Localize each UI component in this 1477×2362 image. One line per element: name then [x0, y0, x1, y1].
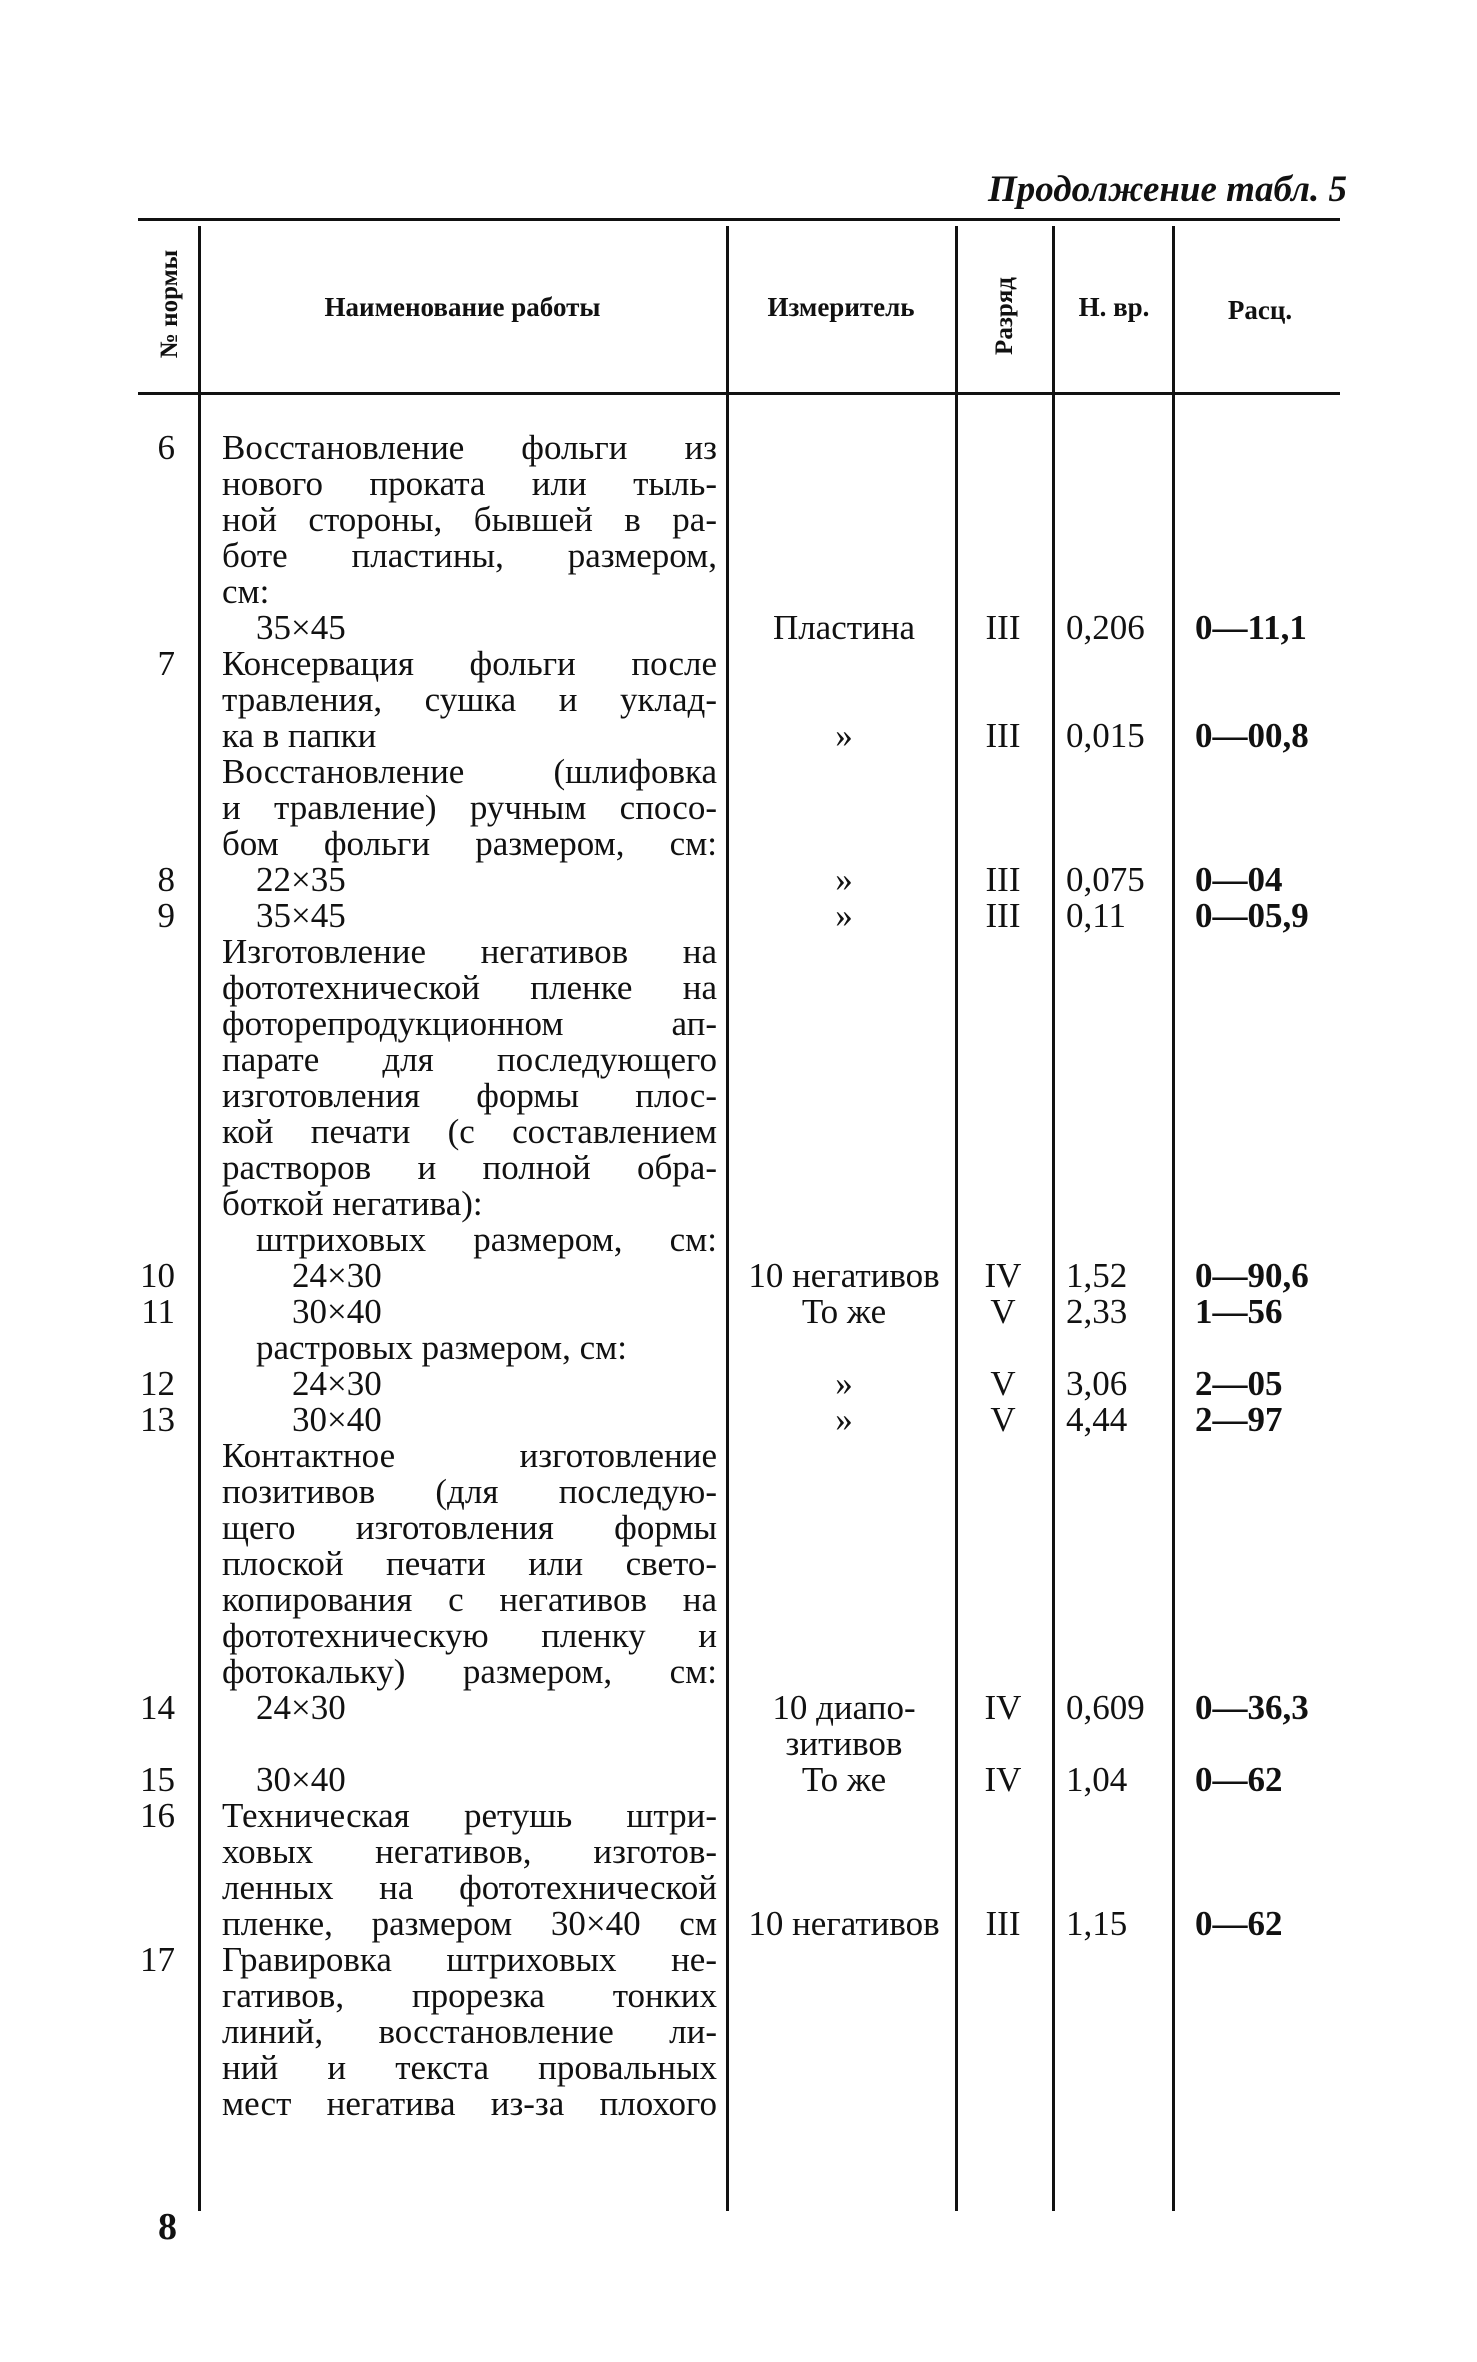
row-grade: III [985, 716, 1021, 755]
row-norm: 3,06 [1066, 1364, 1128, 1403]
name-line: 24×30 [292, 1364, 382, 1403]
row-number: 16 [140, 1796, 175, 1835]
row-unit: 10 негативов [748, 1256, 940, 1295]
row-number: 12 [140, 1364, 175, 1403]
name-line: ний и текста провальных [222, 2048, 717, 2087]
row-unit: То же [801, 1292, 887, 1331]
name-line: 30×40 [292, 1292, 382, 1331]
header-norm: Н. вр. [1078, 292, 1150, 322]
page-number: 8 [158, 2206, 177, 2248]
row-price: 1—56 [1195, 1292, 1283, 1331]
name-line: кой печати (с составлением [222, 1112, 717, 1151]
row-unit: Пластина [772, 608, 916, 647]
row-number: 9 [157, 896, 175, 935]
row-unit: » [835, 716, 853, 755]
row-number: 8 [157, 860, 175, 899]
row-number: 6 [157, 428, 175, 467]
row-norm: 0,015 [1066, 716, 1145, 755]
row-norm: 0,206 [1066, 608, 1145, 647]
row-unit: » [835, 1364, 853, 1403]
row-grade: V [990, 1400, 1016, 1439]
row-norm: 0,075 [1066, 860, 1145, 899]
top-rule [138, 218, 1340, 221]
name-line: нового проката или тыль- [222, 464, 717, 503]
row-grade: III [985, 1904, 1021, 1943]
row-grade: III [985, 608, 1021, 647]
name-line: и травление) ручным спосо- [222, 788, 717, 827]
row-norm: 0,11 [1066, 896, 1126, 935]
name-line: Консервация фольги после [222, 644, 717, 683]
name-line: 30×40 [292, 1400, 382, 1439]
name-line: Гравировка штриховых не- [222, 1940, 717, 1979]
name-line: 22×35 [256, 860, 346, 899]
name-line: 30×40 [256, 1760, 346, 1799]
row-norm: 2,33 [1066, 1292, 1128, 1331]
row-norm: 1,15 [1066, 1904, 1128, 1943]
name-line: фототехническую пленку и [222, 1616, 717, 1655]
name-line: фоторепродукционном ап- [222, 1004, 717, 1043]
row-price: 0—04 [1195, 860, 1283, 899]
row-price: 2—97 [1195, 1400, 1283, 1439]
name-line: позитивов (для последую- [222, 1472, 717, 1511]
name-line: бом фольги размером, см: [222, 824, 717, 863]
row-number: 15 [140, 1760, 175, 1799]
row-price: 0—05,9 [1195, 896, 1309, 935]
name-line: 24×30 [292, 1256, 382, 1295]
name-line: щего изготовления формы [222, 1508, 717, 1547]
row-number: 17 [140, 1940, 175, 1979]
header-num: № нормы [156, 249, 183, 359]
name-line: изготовления формы плос- [222, 1076, 717, 1115]
row-price: 0—62 [1195, 1904, 1283, 1943]
name-line: 35×45 [256, 608, 346, 647]
header-price: Расц. [1227, 295, 1293, 325]
row-price: 0—11,1 [1195, 608, 1307, 647]
row-grade: IV [984, 1760, 1022, 1799]
row-unit: » [835, 896, 853, 935]
name-line: плоской печати или свето- [222, 1544, 717, 1583]
row-grade: IV [984, 1256, 1022, 1295]
row-price: 0—90,6 [1195, 1256, 1309, 1295]
row-unit: 10 негативов [748, 1904, 940, 1943]
name-line: ной стороны, бывшей в ра- [222, 500, 717, 539]
name-line: ленных на фототехнической [222, 1868, 717, 1907]
name-line: фотокальку) размером, см: [222, 1652, 717, 1691]
name-line: Техническая ретушь штри- [222, 1796, 717, 1835]
row-grade: III [985, 896, 1021, 935]
row-unit: 10 диапо- [772, 1688, 916, 1727]
name-line: Восстановление (шлифовка [222, 752, 717, 791]
row-price: 0—62 [1195, 1760, 1283, 1799]
header-unit: Измеритель [767, 292, 915, 322]
row-number: 14 [140, 1688, 175, 1727]
name-line: фототехнической пленке на [222, 968, 717, 1007]
row-unit-continued: зитивов [785, 1724, 903, 1763]
name-line: Изготовление негативов на [222, 932, 717, 971]
name-line: Контактное изготовление [222, 1436, 717, 1475]
row-unit: » [835, 860, 853, 899]
divider-num [198, 226, 201, 2211]
name-line: пленке, размером 30×40 см [222, 1904, 717, 1943]
row-norm: 0,609 [1066, 1688, 1145, 1727]
row-unit: То же [801, 1760, 887, 1799]
header-name: Наименование работы [324, 292, 601, 322]
row-grade: V [990, 1292, 1016, 1331]
header-rule [138, 392, 1340, 395]
name-line: боткой негатива): [222, 1184, 483, 1223]
row-grade: IV [984, 1688, 1022, 1727]
row-grade: V [990, 1364, 1016, 1403]
name-line: мест негатива из-за плохого [222, 2084, 717, 2123]
row-price: 0—00,8 [1195, 716, 1309, 755]
name-line: ховых негативов, изготов- [222, 1832, 717, 1871]
row-norm: 1,52 [1066, 1256, 1128, 1295]
name-line: Восстановление фольги из [222, 428, 717, 467]
row-unit: » [835, 1400, 853, 1439]
name-line: растворов и полной обра- [222, 1148, 717, 1187]
name-line: парате для последующего [222, 1040, 717, 1079]
name-line: травления, сушка и уклад- [222, 680, 717, 719]
name-line: линий, восстановление ли- [222, 2012, 717, 2051]
row-number: 11 [141, 1292, 175, 1331]
row-number: 13 [140, 1400, 175, 1439]
row-norm: 1,04 [1066, 1760, 1128, 1799]
name-line: копирования с негативов на [222, 1580, 717, 1619]
name-line: штриховых размером, см: [256, 1220, 717, 1259]
row-price: 2—05 [1195, 1364, 1283, 1403]
header-grade: Разряд [991, 277, 1018, 355]
name-line: ка в папки [222, 716, 377, 755]
row-norm: 4,44 [1066, 1400, 1128, 1439]
name-line: см: [222, 572, 270, 611]
row-grade: III [985, 860, 1021, 899]
name-line: 24×30 [256, 1688, 346, 1727]
row-number: 10 [140, 1256, 175, 1295]
name-line: растровых размером, см: [256, 1328, 628, 1367]
name-line: 35×45 [256, 896, 346, 935]
name-line: боте пластины, размером, [222, 536, 717, 575]
table-caption: Продолжение табл. 5 [988, 169, 1347, 210]
row-price: 0—36,3 [1195, 1688, 1309, 1727]
row-number: 7 [157, 644, 175, 683]
name-line: гативов, прорезка тонких [222, 1976, 717, 2015]
